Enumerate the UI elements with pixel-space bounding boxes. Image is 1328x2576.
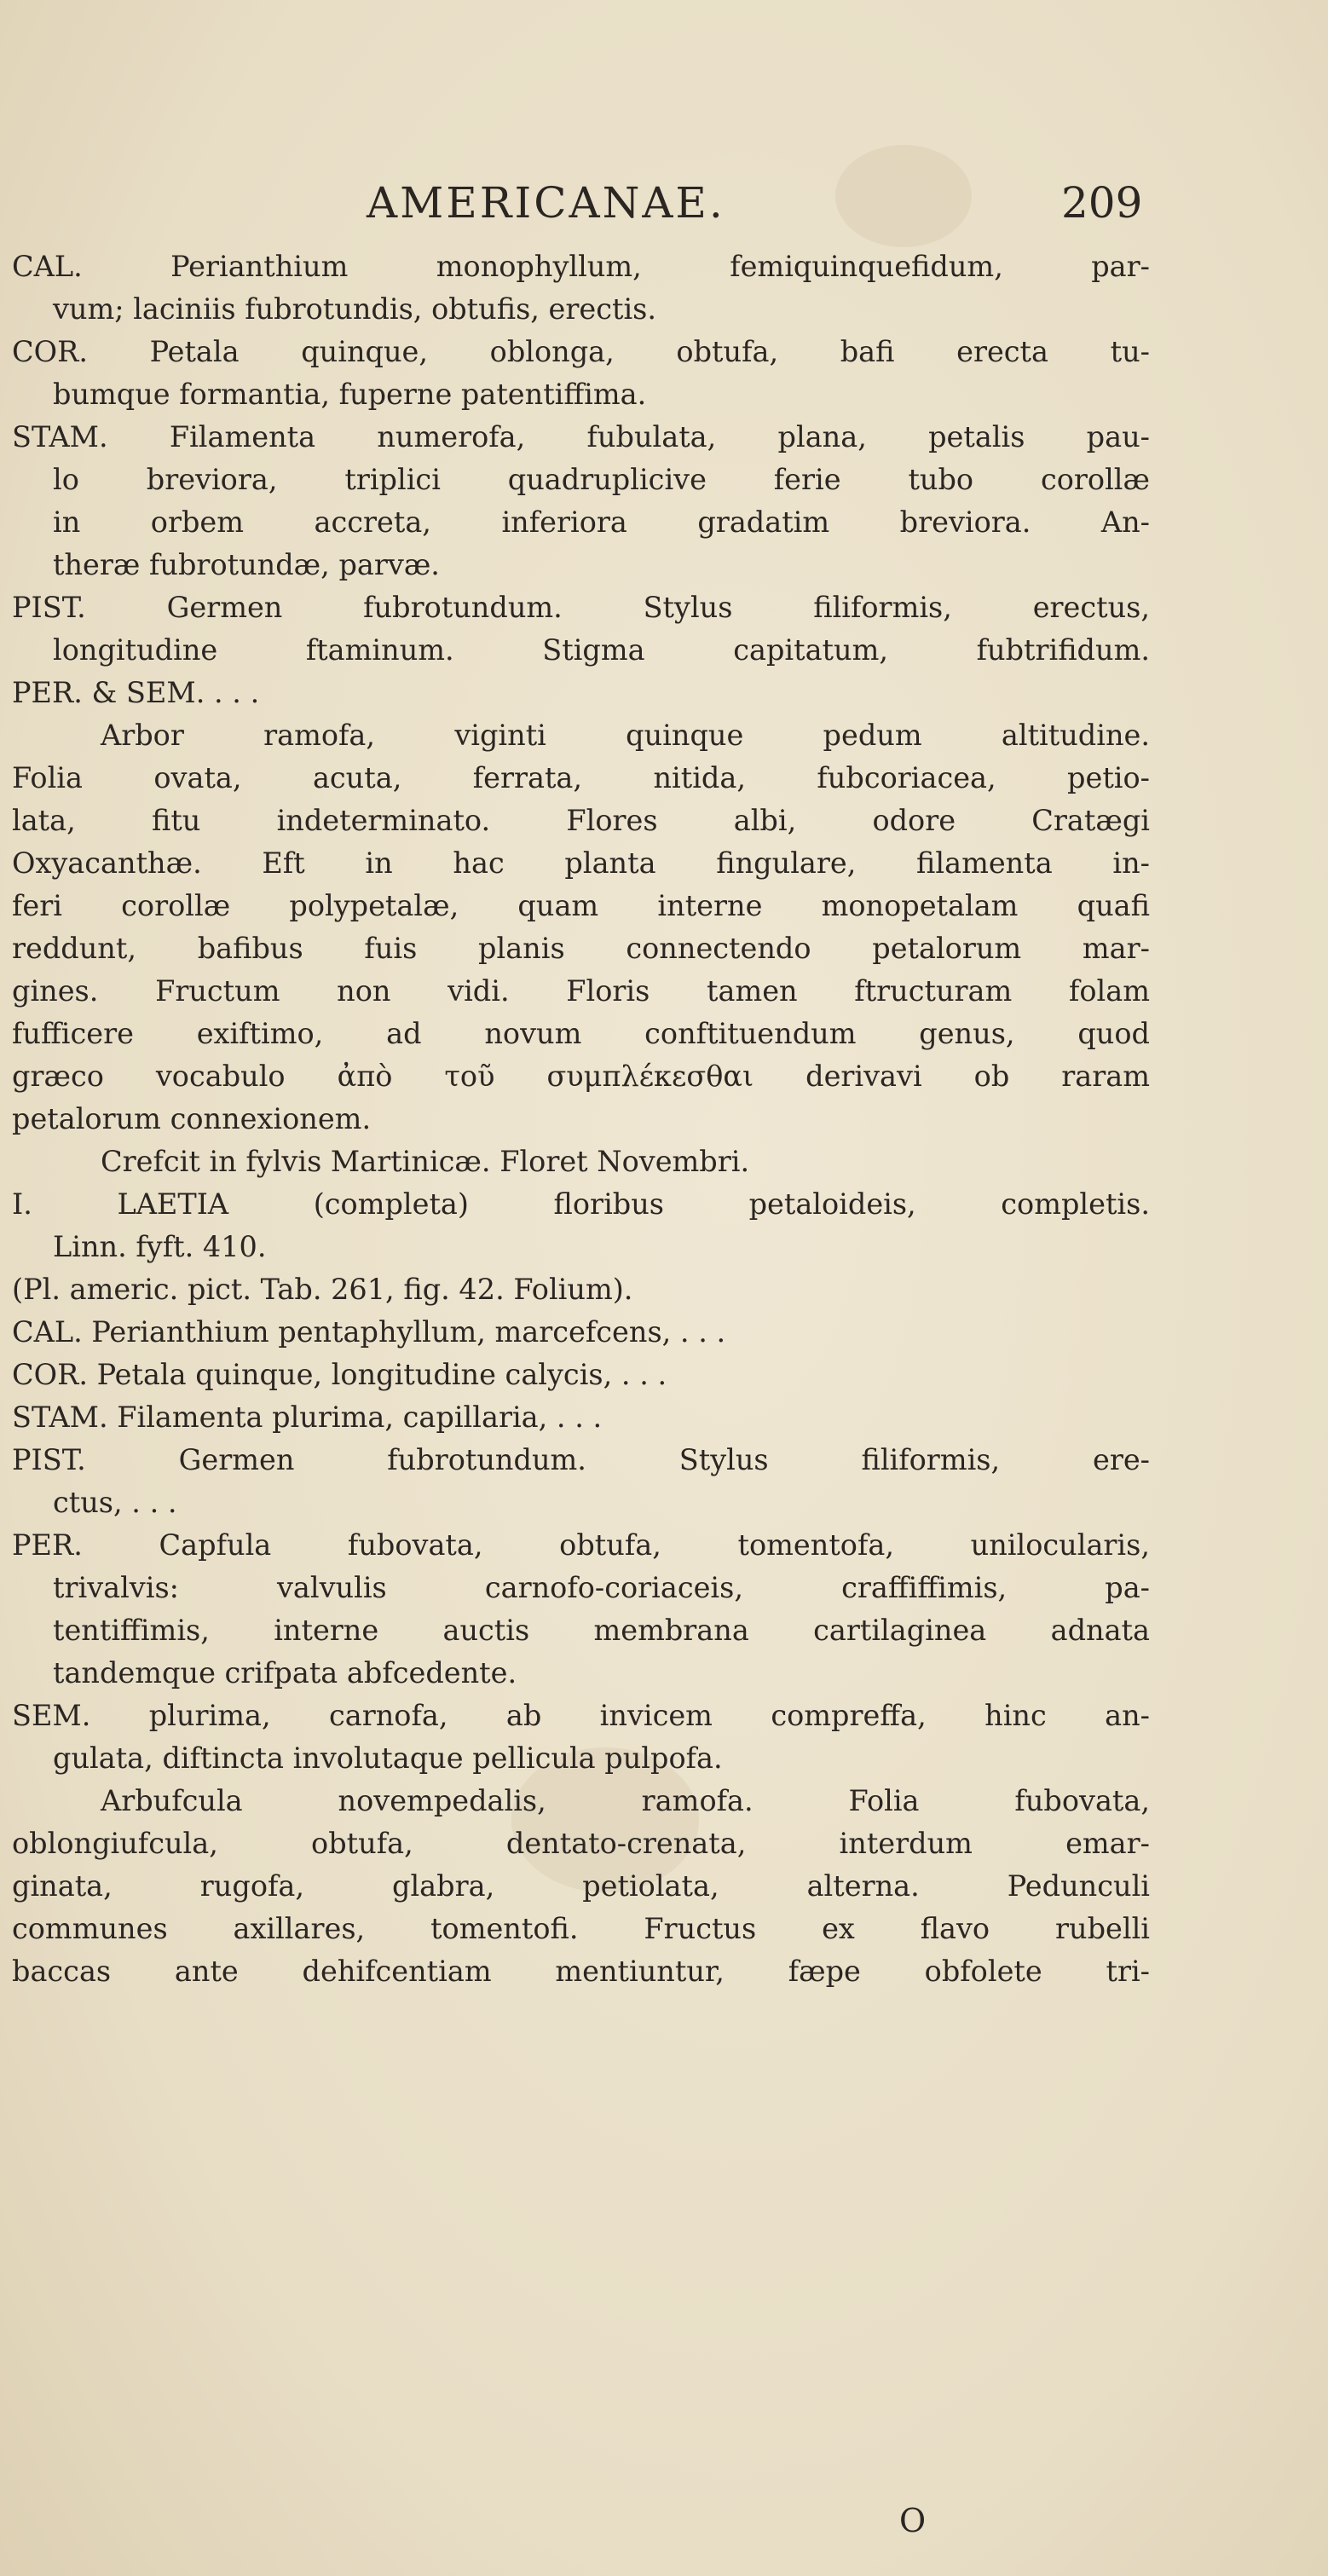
text-line: oblongiufcula, obtufa, dentato-crenata, interdum emar-: [12, 1827, 1150, 1860]
text-line: tentiffimis, interne auctis membrana cartilaginea adnata: [53, 1614, 1150, 1647]
text-line: vum; laciniis fubrotundis, obtufis, erectis.: [53, 292, 656, 326]
running-head: AMERICANAE.: [367, 178, 725, 228]
signature-mark: O: [899, 2502, 927, 2539]
text-line: COR. Petala quinque, oblonga, obtufa, bafi erecta tu-: [12, 335, 1150, 368]
text-line: (Pl. americ. pict. Tab. 261, fig. 42. Folium).: [12, 1273, 633, 1306]
text-line: STAM. Filamenta numerofa, fubulata, plana, petalis pau-: [12, 420, 1150, 453]
text-line: Arbufcula novempedalis, ramofa. Folia fubovata,: [101, 1784, 1150, 1817]
text-line: PER. Capfula fubovata, obtufa, tomentofa, unilocularis,: [12, 1528, 1150, 1562]
text-line: reddunt, bafibus fuis planis connectendo petalorum mar-: [12, 932, 1150, 965]
text-line: Linn. fyft. 410.: [53, 1230, 267, 1263]
text-line: Arbor ramofa, viginti quinque pedum altitudine.: [101, 719, 1150, 752]
text-line: gines. Fructum non vidi. Floris tamen ftructuram folam: [12, 974, 1150, 1008]
text-line: communes axillares, tomentofi. Fructus ex flavo rubelli: [12, 1912, 1150, 1945]
text-line: lata, fitu indeterminato. Flores albi, odore Cratægi: [12, 804, 1150, 837]
text-line: CAL. Perianthium monophyllum, femiquinquefidum, par-: [12, 250, 1150, 283]
text-line: ctus, . . .: [53, 1486, 177, 1519]
text-line: ginata, rugofa, glabra, petiolata, alterna. Pedunculi: [12, 1869, 1150, 1903]
text-line: gulata, diftincta involutaque pellicula pulpofa.: [53, 1741, 723, 1775]
text-line: bumque formantia, fuperne patentiffima.: [53, 378, 647, 411]
text-line: petalorum connexionem.: [12, 1102, 372, 1135]
page-number: 209: [1061, 178, 1143, 228]
text-line: COR. Petala quinque, longitudine calycis, . . .: [12, 1358, 667, 1391]
text-line: baccas ante dehifcentiam mentiuntur, fæpe obfolete tri-: [12, 1955, 1150, 1988]
text-line: STAM. Filamenta plurima, capillaria, . . .: [12, 1401, 603, 1434]
text-line: PIST. Germen fubrotundum. Stylus filiformis, ere-: [12, 1443, 1150, 1476]
text-line: lo breviora, triplici quadruplicive ferie tubo corollæ: [53, 463, 1150, 496]
text-line: in orbem accreta, inferiora gradatim breviora. An-: [53, 505, 1150, 539]
text-line: I. LAETIA (completa) floribus petaloideis, completis.: [12, 1187, 1150, 1221]
text-line: theræ fubrotundæ, parvæ.: [53, 548, 440, 581]
text-line: CAL. Perianthium pentaphyllum, marcefcens, . . .: [12, 1315, 726, 1349]
text-line: feri corollæ polypetalæ, quam interne monopetalam quafi: [12, 889, 1150, 922]
text-line: PER. & SEM. . . .: [12, 676, 260, 709]
text-line: fufficere exiftimo, ad novum conftituendum genus, quod: [12, 1017, 1150, 1050]
text-line: Folia ovata, acuta, ferrata, nitida, fubcoriacea, petio-: [12, 761, 1150, 794]
body-text: [12, 245, 1150, 1993]
text-line: Oxyacanthæ. Eft in hac planta fingulare, filamenta in-: [12, 846, 1150, 880]
text-line: SEM. plurima, carnofa, ab invicem compreffa, hinc an-: [12, 1699, 1150, 1732]
text-line: PIST. Germen fubrotundum. Stylus filiformis, erectus,: [12, 591, 1150, 624]
text-line: Crefcit in fylvis Martinicæ. Floret Novembri.: [101, 1145, 750, 1178]
text-line: tandemque crifpata abfcedente.: [53, 1656, 517, 1689]
page-header: [0, 169, 1328, 237]
page-footer: [0, 2499, 1328, 2542]
text-line: trivalvis: valvulis carnofo-coriaceis, craffiffimis, pa-: [53, 1571, 1150, 1604]
text-line: longitudine ftaminum. Stigma capitatum, fubtrifidum.: [53, 633, 1150, 667]
text-line: græco vocabulo ἀπὸ τοῦ συμπλέκεσθαι derivavi ob raram: [12, 1060, 1150, 1093]
